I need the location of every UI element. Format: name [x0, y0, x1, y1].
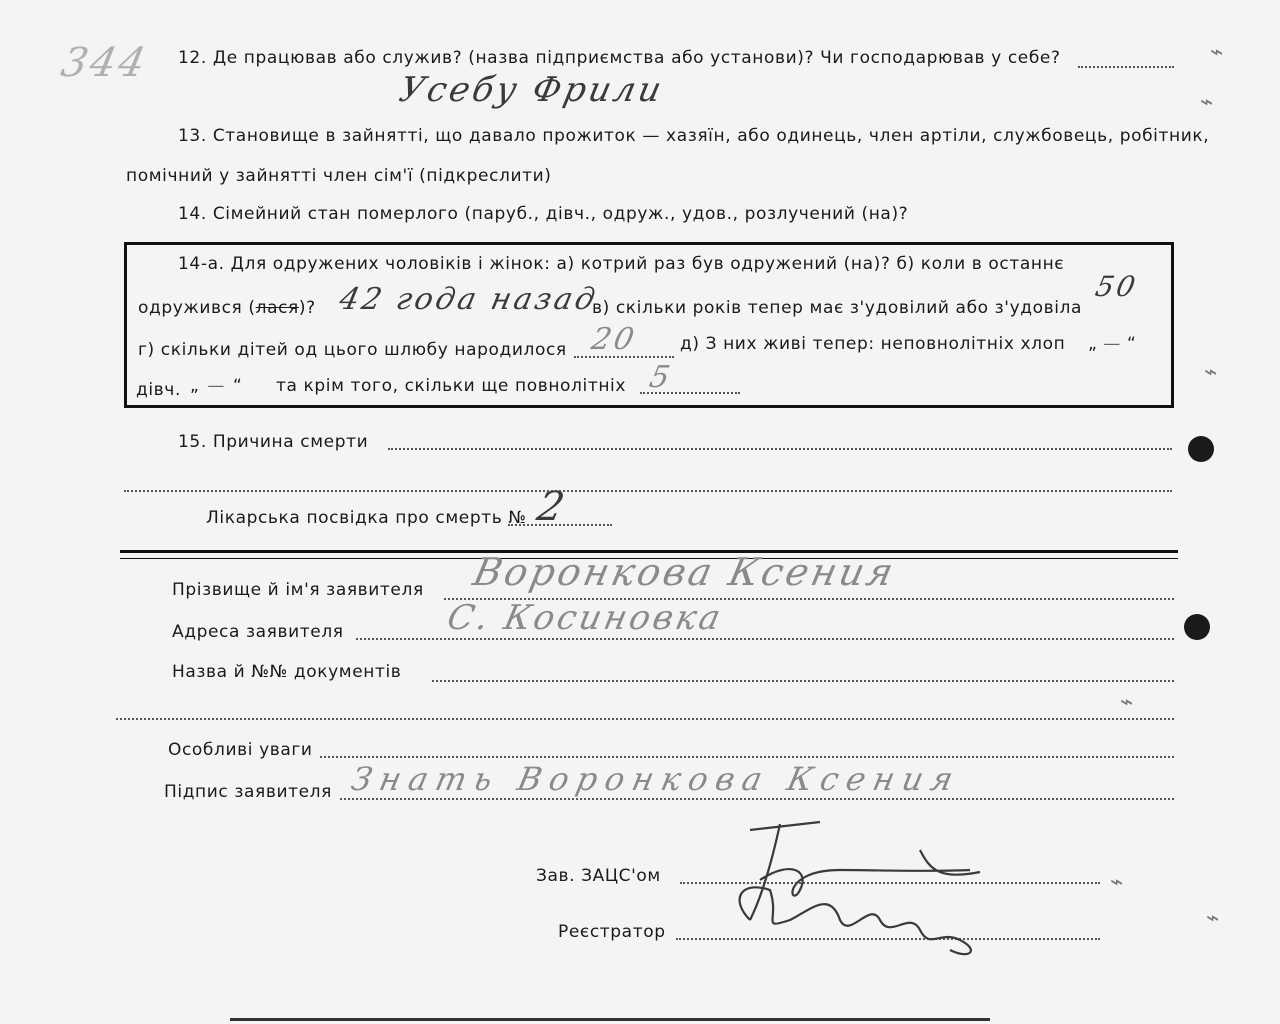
- cause-of-death-fill-line-2: [124, 490, 1172, 492]
- question-14a-children-born: 20: [588, 322, 640, 357]
- official-signatures: [720, 810, 1040, 1000]
- question-13-label-line1: 13. Становище в зайнятті, що давало прожиток — хазяїн, або одинець, член артіли, службовець, робітник,: [178, 126, 1210, 146]
- paper-tear-mark: ⌁: [1110, 870, 1124, 895]
- margin-handwritten-note: 344: [57, 40, 153, 86]
- documents-label: Назва й №№ документів: [172, 662, 402, 682]
- question-14a-widow-age: 50: [1092, 270, 1142, 303]
- minor-boys-field: „ — “: [1088, 334, 1137, 354]
- question-13-label-line2: помічний у зайнятті член сім'ї (підкреслити): [126, 166, 552, 186]
- paper-tear-mark: ⌁: [1206, 906, 1220, 931]
- cause-of-death-fill-line: [388, 448, 1172, 450]
- question-12-fill-line: [1078, 66, 1174, 68]
- question-14a-line2-prefix: одружився (лася)?: [138, 298, 316, 318]
- struck-ending: лася: [255, 298, 299, 318]
- applicant-address-value: С. Косиновка: [443, 598, 727, 638]
- registry-head-label: Зав. ЗАЦС'ом: [536, 866, 661, 886]
- question-12-label: 12. Де працював або служив? (назва підприємства або установи)? Чи господарював у себе?: [178, 48, 1061, 68]
- applicant-signature-label: Підпис заявителя: [164, 782, 332, 802]
- question-12-answer: Усебу Фрили: [395, 70, 668, 110]
- question-15-label: 15. Причина смерти: [178, 432, 369, 452]
- question-14a-line4-prefix: дівч.: [136, 380, 181, 400]
- applicant-address-label: Адреса заявителя: [172, 622, 344, 642]
- question-14a-last-married-answer: 42 года назад: [336, 282, 602, 317]
- documents-fill-line: [432, 680, 1174, 682]
- documents-fill-line-2: [116, 718, 1174, 720]
- applicant-signature-value: Знать Воронкова Ксения: [347, 760, 965, 798]
- special-notes-label: Особливі уваги: [168, 740, 313, 760]
- punch-hole-bottom: [1184, 614, 1210, 640]
- applicant-name-value: Воронкова Ксения: [469, 550, 900, 594]
- question-14a-line1: 14-а. Для одружених чоловіків і жінок: а) котрий раз був одружений (на)? б) коли в останнє: [178, 254, 1065, 274]
- paper-tear-mark: ⌁: [1210, 40, 1224, 65]
- paper-tear-mark: ⌁: [1204, 360, 1218, 385]
- registrar-label: Реєстратор: [558, 922, 666, 942]
- question-14-label: 14. Сімейний стан померлого (паруб., дівч., одруж., удов., розлучений (на)?: [178, 204, 909, 224]
- minor-girls-field: „ — “: [190, 376, 243, 396]
- death-certificate-number: 2: [533, 484, 572, 530]
- special-notes-fill-line: [320, 756, 1174, 758]
- applicant-name-label: Прізвище й ім'я заявителя: [172, 580, 424, 600]
- paper-tear-mark: ⌁: [1200, 90, 1214, 115]
- applicant-address-fill-line: [356, 638, 1174, 640]
- question-14a-adults: 5: [646, 360, 676, 395]
- question-14a-line4-suffix: та крім того, скільки ще повнолітніх: [276, 376, 627, 396]
- bottom-edge-rule: [230, 1018, 990, 1021]
- applicant-signature-fill-line: [340, 798, 1174, 800]
- question-14a-line3-suffix: д) З них живі тепер: неповнолітніх хлоп: [680, 334, 1066, 354]
- death-certificate-label: Лікарська посвідка про смерть №: [206, 508, 527, 528]
- question-14a-line3-prefix: г) скільки дітей од цього шлюбу народилося: [138, 340, 567, 360]
- paper-tear-mark: ⌁: [1120, 690, 1134, 715]
- question-14a-line2-suffix: в) скільки років тепер має з'удовілий або з'удовіла: [592, 298, 1083, 318]
- punch-hole-top: [1188, 436, 1214, 462]
